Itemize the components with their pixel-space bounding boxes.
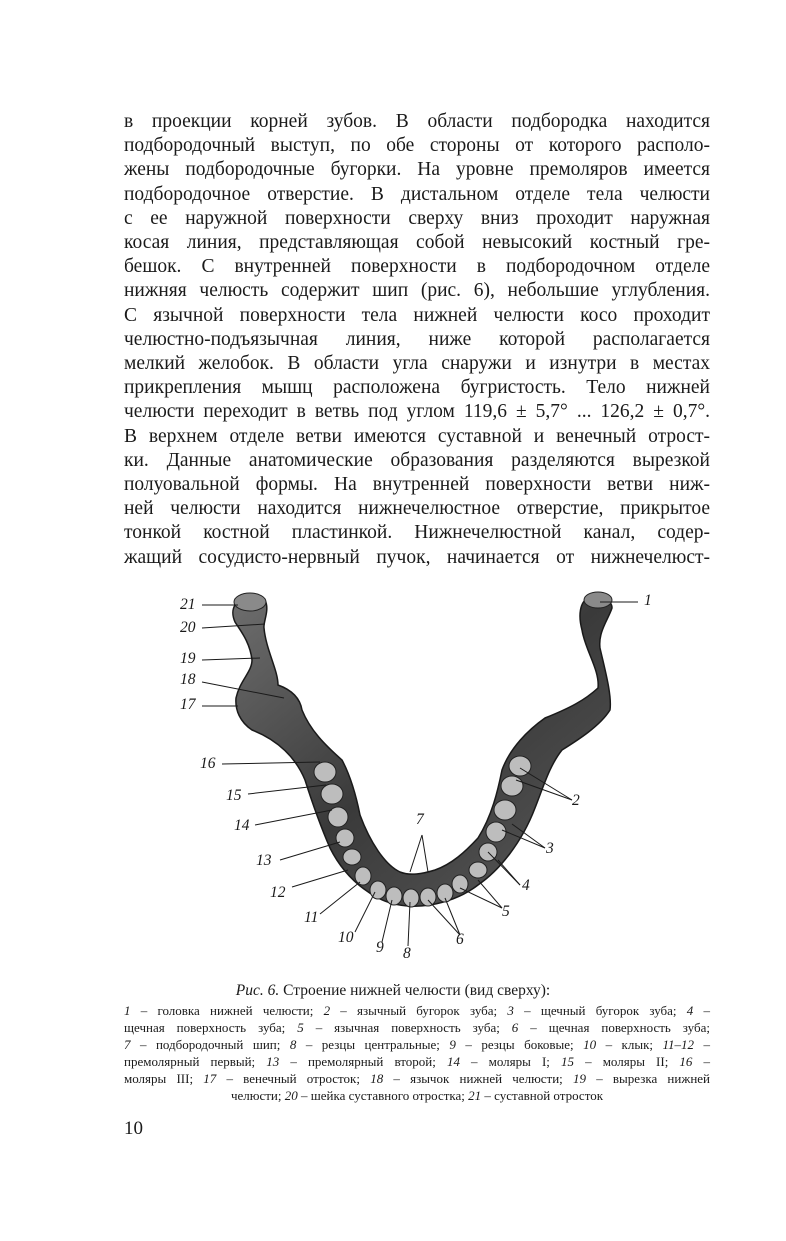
legend-text: – шейка суставного отростка; [297,1088,469,1103]
figure-label: 9 [376,939,384,956]
figure-caption-title [0,982,786,1000]
legend-text: – моляры I; [459,1054,562,1069]
legend-number: 1 [124,1003,131,1018]
tooth [343,849,361,865]
figure-label: 18 [180,671,196,688]
tooth [501,776,523,796]
legend-number: 13 [266,1054,280,1069]
legend-text: – вырезка нижней [586,1071,711,1086]
figure-legend [124,1002,710,1104]
leader-line [320,882,360,914]
legend-text: – суставной отросток [481,1088,604,1103]
legend-text: челюсти; [230,1088,285,1103]
leader-line [460,888,502,908]
figure-label: 17 [180,696,196,713]
figure-label: 3 [546,840,554,857]
legend-text: – подбородочный шип; [130,1037,290,1052]
figure-label: 19 [180,650,196,667]
tooth [314,762,336,782]
legend-text: – [692,1054,711,1069]
page-number: 10 [124,1118,143,1139]
figure-label: 11 [304,909,319,926]
text-line: полуовальной формы. На внутренней поверхности ветви ниж- [124,474,710,496]
legend-line [124,1036,710,1053]
text-line: бешок. С внутренней поверхности в подбородочном отделе [124,256,710,278]
figure-label: 12 [270,884,286,901]
text-line: в проекции корней зубов. В области подбородка находится [124,111,710,132]
figure-title: Строение нижней челюсти (вид сверху): [283,982,551,999]
leader-line [428,900,460,935]
text-line: подбородочное отверстие. В дистальном отделе тела челюсти [124,183,710,205]
leader-line [355,892,375,932]
tooth [403,889,419,907]
figure-label: 20 [180,619,196,636]
legend-number: 10 [583,1037,597,1052]
figure-label: 5 [502,903,510,920]
legend-text: – клык; [596,1037,663,1052]
text-line: нижняя челюсть содержит шип (рис. 6), небольшие углубления. [124,280,710,302]
legend-number: 3 [507,1003,514,1018]
legend-text: – щечная поверхность зуба; [518,1020,710,1035]
legend-text: – головка нижней челюсти; [130,1003,324,1018]
mandible-illustration [160,580,680,975]
text-line: С язычной поверхности тела нижней челюсти косо проходит [124,304,710,326]
legend-number: 16 [679,1054,693,1069]
legend-text: – моляры II; [574,1054,680,1069]
figure-label: 10 [338,929,354,946]
tooth [469,862,487,878]
text-line: тонкой костной пластинкой. Нижнечелюстной канал, содер- [124,522,710,544]
legend-number: 5 [297,1020,304,1035]
legend-number: 18 [370,1071,384,1086]
figure-label: 1 [644,592,652,609]
leader-line [410,835,422,872]
legend-text: – щечный бугорок зуба; [513,1003,687,1018]
text-line: ней челюсти находится нижнечелюстное отверстие, прикрытое [124,498,710,520]
legend-number: 4 [686,1003,694,1018]
legend-number: 2 [323,1003,331,1018]
text-line: с ее наружной поверхности сверху вниз проходит наружная [124,207,710,229]
tooth [321,784,343,804]
mandible-bone [233,595,612,906]
figure-number: Рис. 6. [235,982,280,999]
leader-line [478,880,502,908]
legend-text: – [694,1037,711,1052]
leader-line [292,870,348,887]
figure-label: 7 [416,811,424,828]
legend-text: – венечный отросток; [216,1071,371,1086]
legend-number: 6 [511,1020,519,1035]
text-line: мелкий желобок. В области угла снаружи и изнутри в местах [124,353,710,375]
legend-number: 8 [289,1037,297,1052]
legend-text: – язычок нижней челюсти; [383,1071,573,1086]
legend-text: – резцы центральные; [296,1037,450,1052]
legend-number: 15 [561,1054,575,1069]
tooth [420,888,436,906]
tooth [355,867,371,885]
text-line: жащий сосудисто-нервный пучок, начинается от нижнечелюст- [124,546,710,568]
figure-label: 16 [200,755,216,772]
text-line: косая линия, представляющая собой невысокий костный гре- [124,232,710,254]
legend-number: 19 [573,1071,586,1086]
figure-label: 14 [234,817,250,834]
figure-label: 15 [226,787,242,804]
legend-number: 9 [449,1037,456,1052]
legend-number: 20 [284,1088,298,1103]
leader-line [382,900,392,942]
legend-number: 14 [446,1054,460,1069]
text-line: жены подбородочные бугорки. На уровне премоляров имеется [124,159,710,181]
text-line: челюсти переходит в ветвь под углом 119,6 ± 5,7° ... 126,2 ± 0,7°. [124,401,710,423]
body-paragraph [124,110,710,570]
text-line: прикрепления мышц расположена бугристость. Тело нижней [124,377,710,399]
mandible-figure [160,580,680,975]
text-line: В верхнем отделе ветви имеются суставной и венечный отрост- [124,425,710,447]
leader-line [408,902,410,946]
legend-line [124,1002,710,1019]
text-line: ки. Данные анатомические образования разделяются вырезкой [124,449,710,471]
legend-number: 11–12 [662,1037,695,1052]
legend-line [124,1087,710,1104]
tooth [336,829,354,847]
figure-label: 8 [403,945,411,962]
text-line: челюстно-подъязычная линия, ниже которой располагается [124,328,710,350]
figure-label: 21 [180,596,196,613]
legend-text: – язычный бугорок зуба; [330,1003,508,1018]
text-line: подбородочный выступ, по обе стороны от которого располо- [124,135,710,157]
condyle-left [234,593,266,611]
legend-line [124,1053,710,1070]
legend-line [124,1070,710,1087]
legend-text: – язычная поверхность зуба; [303,1020,512,1035]
legend-text: – резцы боковые; [455,1037,584,1052]
figure-label: 6 [456,931,464,948]
legend-number: 7 [124,1037,131,1052]
tooth [386,887,402,905]
figure-label: 13 [256,852,272,869]
tooth [494,800,516,820]
condyle-right [584,592,612,608]
legend-text: – премолярный второй; [279,1054,447,1069]
legend-text: моляры III; [124,1071,204,1086]
legend-line [124,1019,710,1036]
legend-number: 17 [203,1071,217,1086]
leader-line [445,898,460,935]
figure-label: 4 [522,877,530,894]
leader-line [422,835,428,872]
legend-text: щечная поверхность зуба; [124,1020,298,1035]
tooth [486,822,506,842]
legend-text: – [693,1003,711,1018]
legend-text: премолярный первый; [124,1054,267,1069]
figure-label: 2 [572,792,580,809]
legend-number: 21 [468,1088,482,1103]
